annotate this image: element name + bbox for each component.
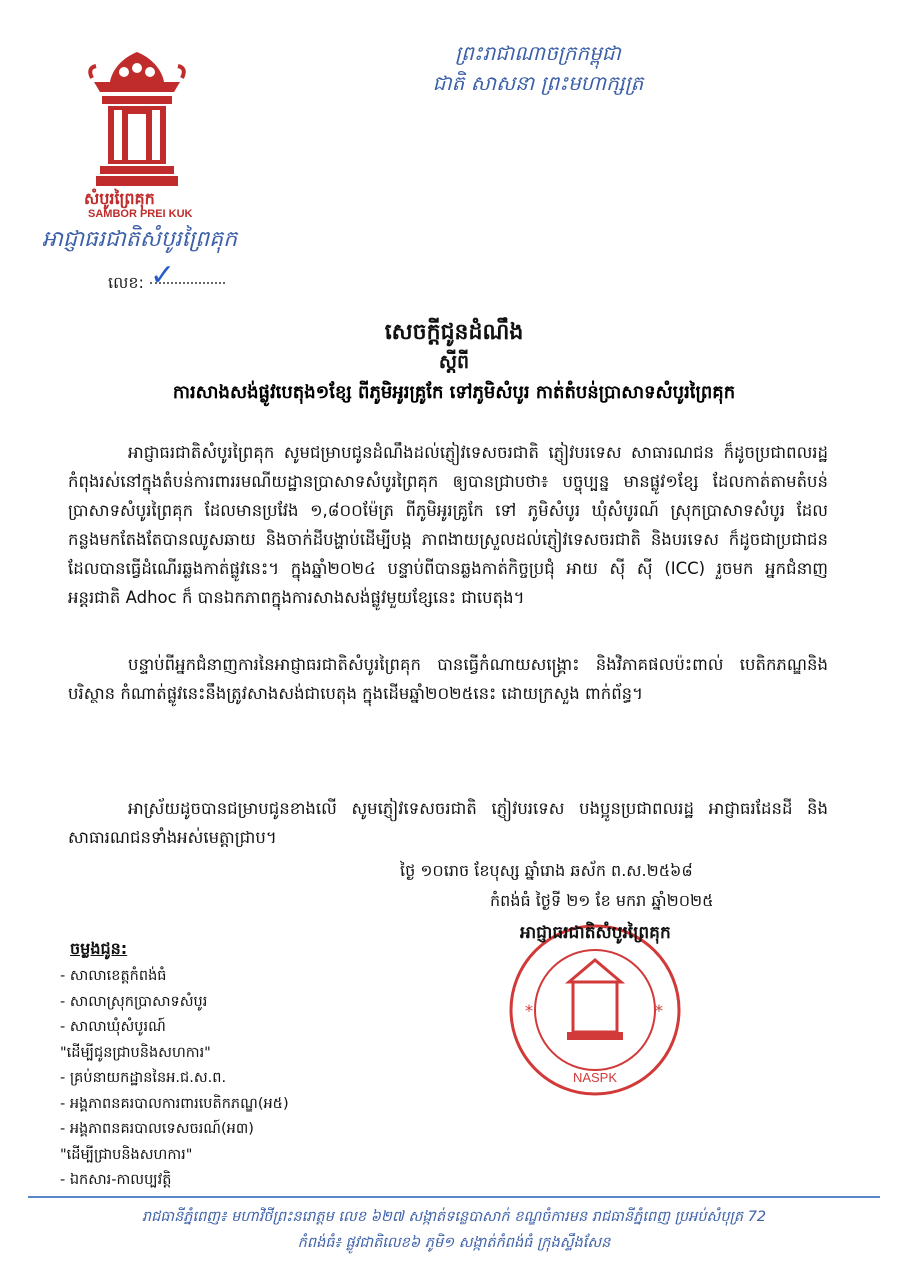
kingdom-heading: ព្រះរាជាណាចក្រកម្ពុជា — [455, 41, 621, 65]
logo-khmer-text: សំបូរព្រៃគុក — [84, 189, 155, 208]
cc-item: - ឯកសារ-កាលប្បវត្តិ — [60, 1172, 172, 1188]
signer-organization: អាជ្ញាធរជាតិសំបូរព្រៃគុក — [520, 923, 671, 943]
svg-text:NASPK: NASPK — [572, 1070, 618, 1085]
solar-date: កំពង់ធំ ថ្ងៃទី ២១ ខែ មករា ឆ្នាំ២០២៥ — [490, 891, 714, 910]
svg-text:*: * — [655, 1001, 663, 1020]
cc-title: ចម្លងជូន: — [70, 939, 128, 958]
body-paragraph-1: អាជ្ញាធរជាតិសំបូរព្រៃគុក សូមជម្រាបជូនដំណឹងដល់ភ្ញៀវទេសចរជាតិ ភ្ញៀវបរទេស សាធារណជន ក៏ដូចប្រជាពលរដ្ឋកំពុងរស់នៅក្នុងតំបន់ការពាររមណីយដ្ឋានប្រាសាទសំបូរព្រៃគុក ឲ្យបានជ្រាបថា៖ បច្ចុប្បន្ន មានផ្លូវ១ខ្សែ ដែលកាត់តាមតំបន់ប្រាសាទសំបូរព្រៃគុក ដែលមានប្រវែង ១,៨០០ម៉ែត្រ ពីភូមិអូរគ្រូកែ ទៅ ភូមិសំបូរ ឃុំសំបូរណ៍ ស្រុកប្រាសាទសំបូរ ដែលកន្លងមកតែងតែបានឈូសឆាយ និងចាក់ដីបង្ហាប់ដើម្បីបង្ក ភាពងាយស្រួលដល់ភ្ញៀវទេសចរជាតិ និងបរទេស ក៏ដូចជាប្រជាជនដែលបានធ្វើដំណើរឆ្លងកាត់ផ្លូវនេះ។ ក្នុងឆ្នាំ២០២៤ បន្ទាប់ពីបានឆ្លងកាត់កិច្ចប្រជុំ អាយ ស៊ី ស៊ី (ICC) រួចមក អ្នកជំនាញអន្តរជាតិ Adhoc ក៏ បានឯកភាពក្នុងការសាងសង់ផ្លូវមួយខ្សែនេះ ជាបេតុង។ — [68, 443, 828, 607]
cc-item: - សាលាឃុំសំបូរណ៍ — [60, 1019, 166, 1035]
cc-item: "ដើម្បីជូនជ្រាបនិងសហការ" — [60, 1044, 211, 1061]
cc-item: - សាលាស្រុកប្រាសាទសំបូរ — [60, 993, 208, 1010]
body-paragraph-2: បន្ទាប់ពីអ្នកជំនាញការនៃអាជ្ញាធរជាតិសំបូរព្រៃគុក បានធ្វើកំណាយសង្គ្រោះ និងវិភាគផលប៉ះពាល់ បេតិកភណ្ឌនិងបរិស្ថាន កំណាត់ផ្លូវនេះនឹងត្រូវសាងសង់ជាបេតុង ក្នុងដើមឆ្នាំ២០២៥នេះ ដោយក្រសួង ពាក់ព័ន្ធ។ — [68, 655, 828, 703]
sambor-prei-kuk-logo — [82, 48, 192, 202]
cc-item: - គ្រប់នាយកដ្ឋាននៃអ.ជ.ស.ព. — [60, 1070, 227, 1086]
reference-label: លេខ: — [108, 273, 144, 292]
notice-subject: ការសាងសង់ផ្លូវបេតុង១ខ្សែ ពីភូមិអូរគ្រូកែ ទៅភូមិសំបូរ កាត់តំបន់ប្រាសាទសំបូរព្រៃគុក — [172, 382, 736, 403]
svg-text:*: * — [525, 1001, 533, 1020]
lunar-date: ថ្ងៃ ១០រោច ខែបុស្ស ឆ្នាំរោង ឆស័ក ព.ស.២៥៦៨ — [400, 861, 693, 880]
notice-title: សេចក្តីជូនដំណឹង — [384, 320, 524, 345]
logo-caption: SAMBOR PREI KUK — [88, 208, 193, 220]
footer-address-kampong-thom: កំពង់ធំ៖ ផ្លូវជាតិលេខ៦ ភូមិ១ សង្កាត់កំពង់ធំ ក្រុងស្ទឹងសែន — [297, 1235, 611, 1251]
checkmark-icon: ✓ — [150, 258, 176, 293]
cc-item: - អង្គភាពនគរបាលទេសចរណ៍(អ៣) — [60, 1121, 254, 1137]
footer-divider — [28, 1196, 880, 1198]
cc-item: - សាលាខេត្តកំពង់ធំ — [60, 968, 167, 984]
body-paragraph-3: អាស្រ័យដូចបានជម្រាបជូនខាងលើ សូមភ្ញៀវទេសចរជាតិ ភ្ញៀវបរទេស បងប្អូនប្រជាពលរដ្ឋ អាជ្ញាធរដែនដី និងសាធារណជនទាំងអស់មេត្តាជ្រាប។ — [68, 799, 828, 847]
cc-list — [60, 964, 289, 1194]
footer-address-phnom-penh: រាជធានីភ្នំពេញ៖ មហាវិថីព្រះនរោត្តម លេខ ៦២៧ សង្កាត់ទន្លេបាសាក់ ខណ្ឌចំការមន រាជធានីភ្នំពេញ ប្រអប់សំបុត្រ 72 — [141, 1209, 767, 1225]
cc-item: "ដើម្បីជ្រាបនិងសហការ" — [60, 1146, 193, 1163]
official-seal — [505, 920, 685, 1100]
notice-subject-label: ស្តីពី — [438, 351, 470, 373]
organization-name: អាជ្ញាធរជាតិសំបូរព្រៃគុក — [42, 227, 238, 252]
national-motto: ជាតិ សាសនា ព្រះមហាក្សត្រ — [432, 71, 644, 95]
cc-item: - អង្គភាពនគរបាលការពារបេតិកភណ្ឌ(អ៥) — [60, 1095, 289, 1112]
